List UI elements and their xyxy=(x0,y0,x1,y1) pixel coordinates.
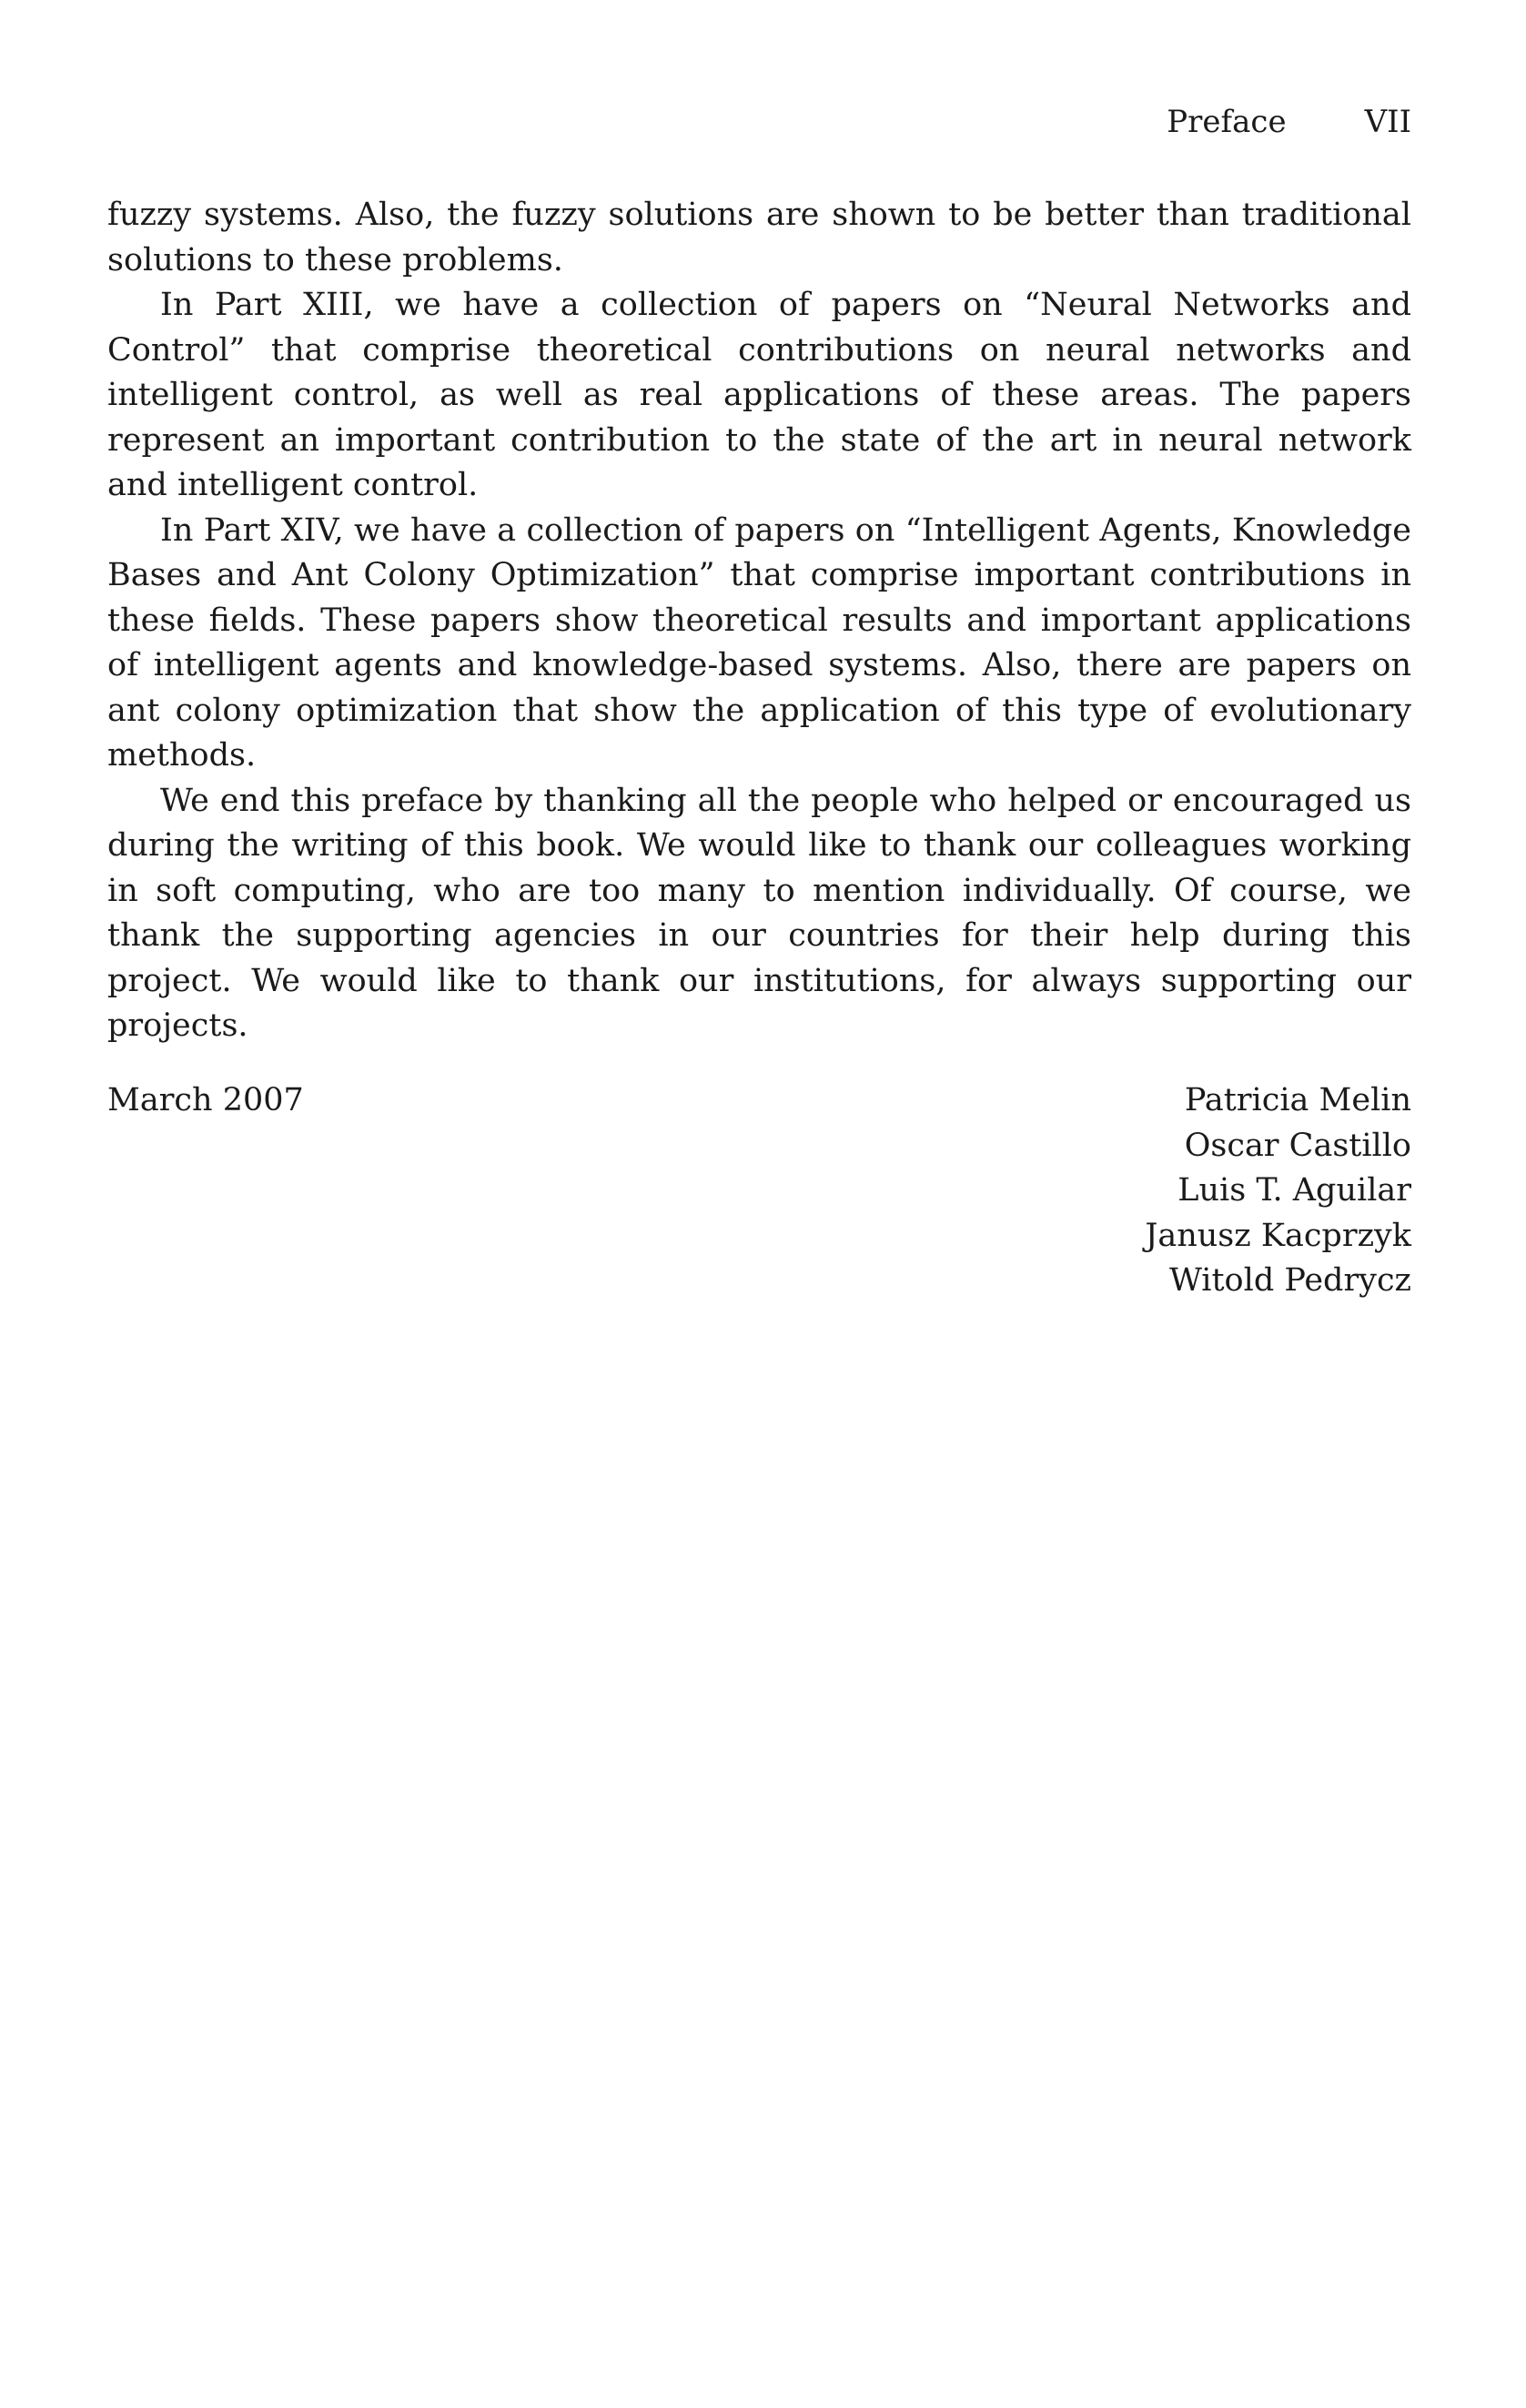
page-number: VII xyxy=(1364,104,1411,140)
running-head-title: Preface xyxy=(1167,104,1287,140)
paragraph-acknowledgements: We end this preface by thanking all the people who helped or encouraged us during the writing of this book. We would like to thank our colleagues working in soft computing, who are too many to mention individually. Of course, we thank the supporting agencies in our countries for their help during this project. We would like to thank our institutions, for always supporting our projects. xyxy=(107,782,1411,1044)
paragraph-continuation: fuzzy systems. Also, the fuzzy solutions are shown to be better than traditional solutions to these problems. xyxy=(107,197,1411,278)
author-name: Witold Pedrycz xyxy=(1168,1262,1411,1299)
paragraph-part-xiv: In Part XIV, we have a collection of papers on “Intelligent Agents, Knowledge Bases and Ant Colony Optimization” that comprise important contributions in these fields. These papers show theoretical results and important applications of intelligent agents and knowledge-based systems. Also, there are papers on ant colony optimization that show the application of this type of evolutionary methods. xyxy=(107,511,1411,774)
signoff xyxy=(107,1078,1411,1304)
preface-body xyxy=(107,193,1411,1049)
signoff-date: March 2007 xyxy=(107,1082,304,1118)
running-head xyxy=(107,102,1411,142)
paragraph-part-xiii: In Part XIII, we have a collection of papers on “Neural Networks and Control” that comprise theoretical contributions on neural networks and intelligent control, as well as real applications of these areas. The papers represent an important contribution to the state of the art in neural network and intelligent control. xyxy=(107,287,1411,503)
author-name: Janusz Kacprzyk xyxy=(1145,1217,1411,1254)
author-list xyxy=(1145,1078,1411,1304)
author-name: Luis T. Aguilar xyxy=(1177,1172,1411,1209)
author-name: Oscar Castillo xyxy=(1184,1127,1411,1164)
author-name: Patricia Melin xyxy=(1184,1082,1411,1118)
